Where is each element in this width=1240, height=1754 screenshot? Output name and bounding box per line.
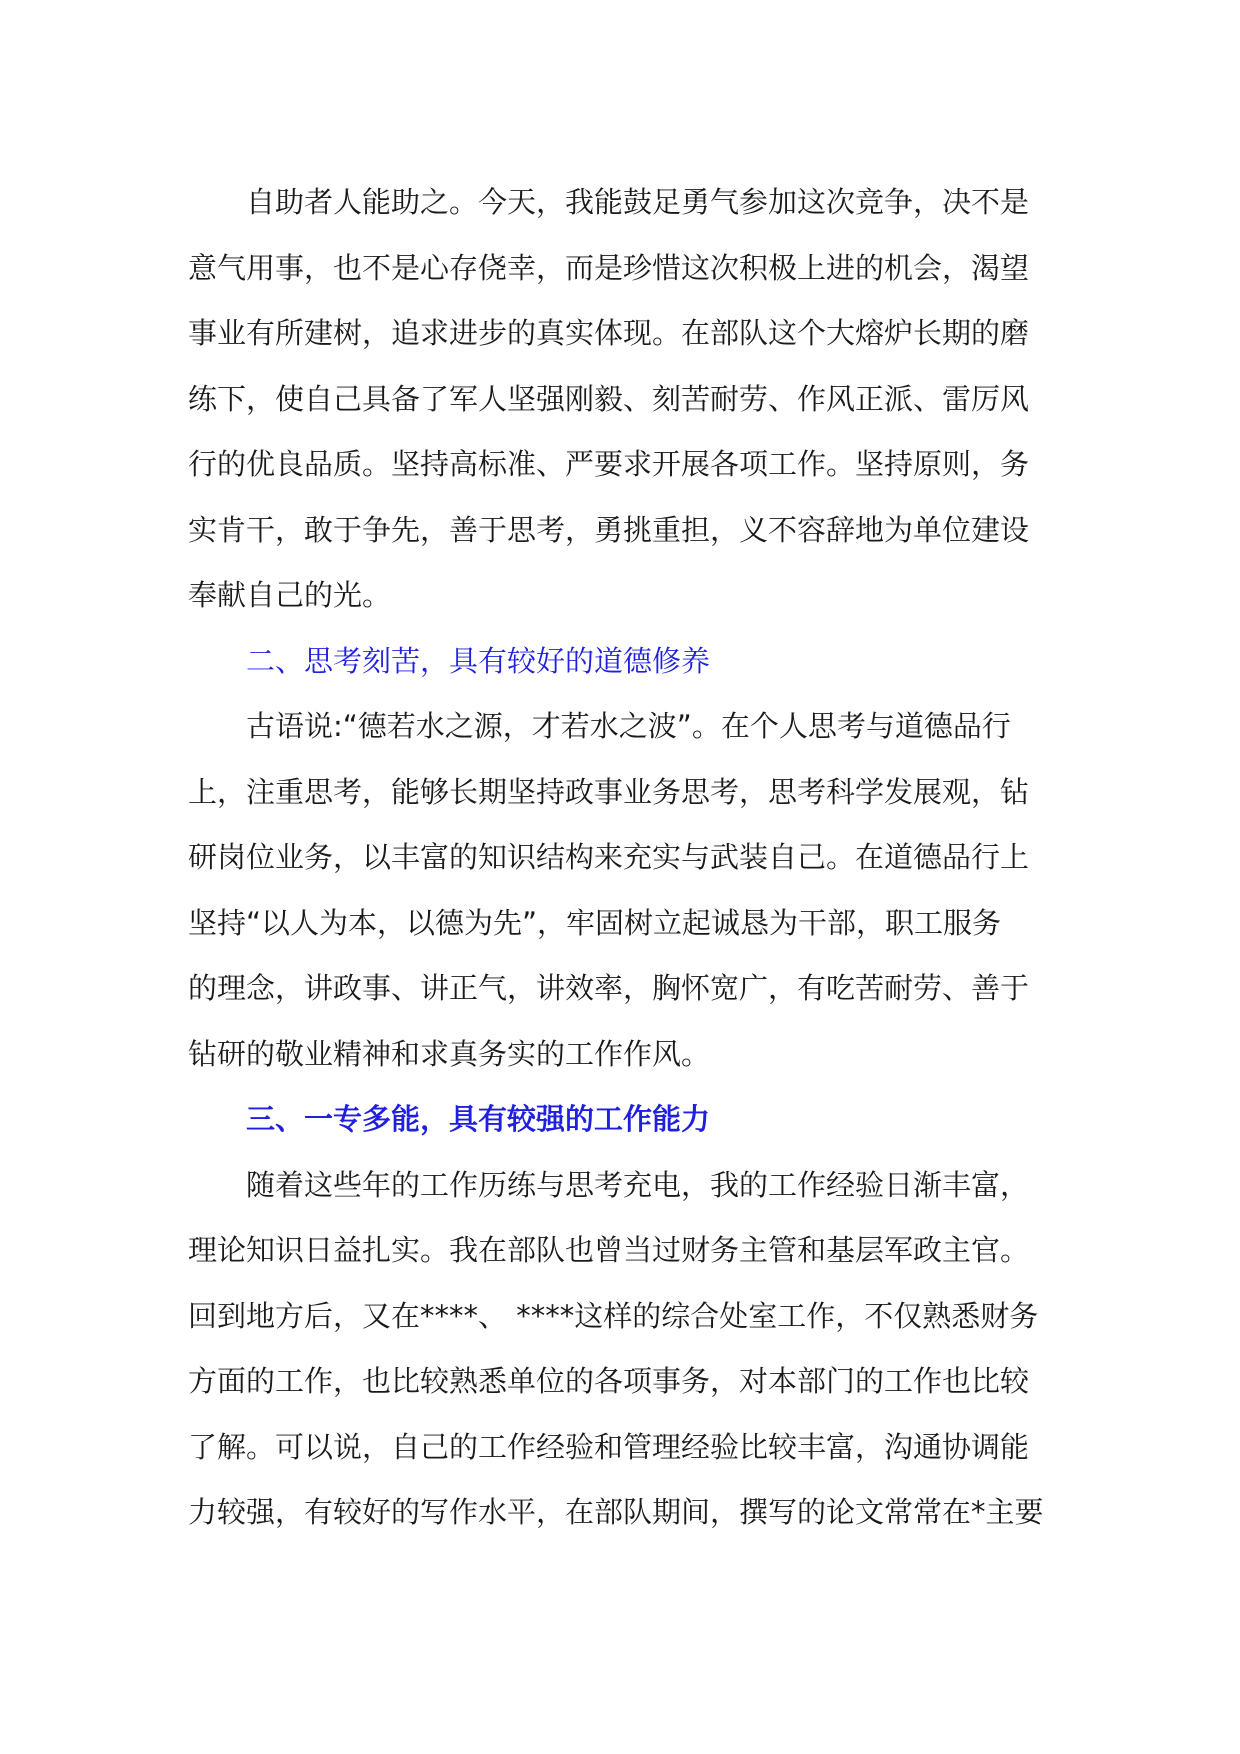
text-line: 上，注重思考，能够长期坚持政事业务思考，思考科学发展观，钻 xyxy=(188,774,1030,809)
text-line: 随着这些年的工作历练与思考充电，我的工作经验日渐丰富， xyxy=(246,1167,1030,1202)
text-line: 奉献自己的光。 xyxy=(188,578,392,612)
paragraph-3 xyxy=(188,1153,1058,1546)
paragraph-1 xyxy=(188,170,1058,629)
text-line: 理论知识日益扎实。我在部队也曾当过财务主管和基层军政主官。 xyxy=(188,1233,1030,1267)
text-line: 了解。可以说，自己的工作经验和管理经验比较丰富，沟通协调能 xyxy=(188,1429,1030,1464)
paragraph-2 xyxy=(188,694,1058,1087)
text-line: 研岗位业务，以丰富的知识结构来充实与武装自己。在道德品行上 xyxy=(188,840,1030,874)
document-body xyxy=(188,170,1058,1546)
text-line: 钻研的敬业精神和求真务实的工作作风。 xyxy=(188,1036,711,1071)
section-heading-3: 三、一专多能，具有较强的工作能力 xyxy=(246,1102,711,1136)
text-line: 行的优良品质。坚持高标准、严要求开展各项工作。坚持原则，务 xyxy=(188,447,1030,481)
text-line: 古语说:“德若水之源，才若水之波”。在个人思考与道德品行 xyxy=(246,709,1011,743)
text-line: 事业有所建树，追求进步的真实体现。在部队这个大熔炉长期的磨 xyxy=(188,316,1030,350)
text-line: 意气用事，也不是心存侥幸，而是珍惜这次积极上进的机会，渴望 xyxy=(188,250,1030,285)
text-line: 回到地方后，又在****、 ****这样的综合处室工作，不仅熟悉财务 xyxy=(188,1298,1039,1333)
text-line: 方面的工作，也比较熟悉单位的各项事务，对本部门的工作也比较 xyxy=(188,1364,1030,1398)
text-line: 力较强，有较好的写作水平，在部队期间，撰写的论文常常在*主要 xyxy=(188,1495,1044,1529)
text-line: 坚持“以人为本，以德为先”，牢固树立起诚恳为干部，职工服务 xyxy=(188,905,1002,940)
text-line: 自助者人能助之。今天，我能鼓足勇气参加这次竞争，决不是 xyxy=(246,185,1030,219)
text-line: 练下，使自己具备了军人坚强刚毅、刻苦耐劳、作风正派、雷厉风 xyxy=(188,381,1030,416)
text-line: 实肯干，敢于争先，善于思考，勇挑重担，义不容辞地为单位建设 xyxy=(188,512,1030,547)
section-heading-2: 二、思考刻苦，具有较好的道德修养 xyxy=(246,643,711,678)
text-line: 的理念，讲政事、讲正气，讲效率，胸怀宽广，有吃苦耐劳、善于 xyxy=(188,971,1030,1005)
